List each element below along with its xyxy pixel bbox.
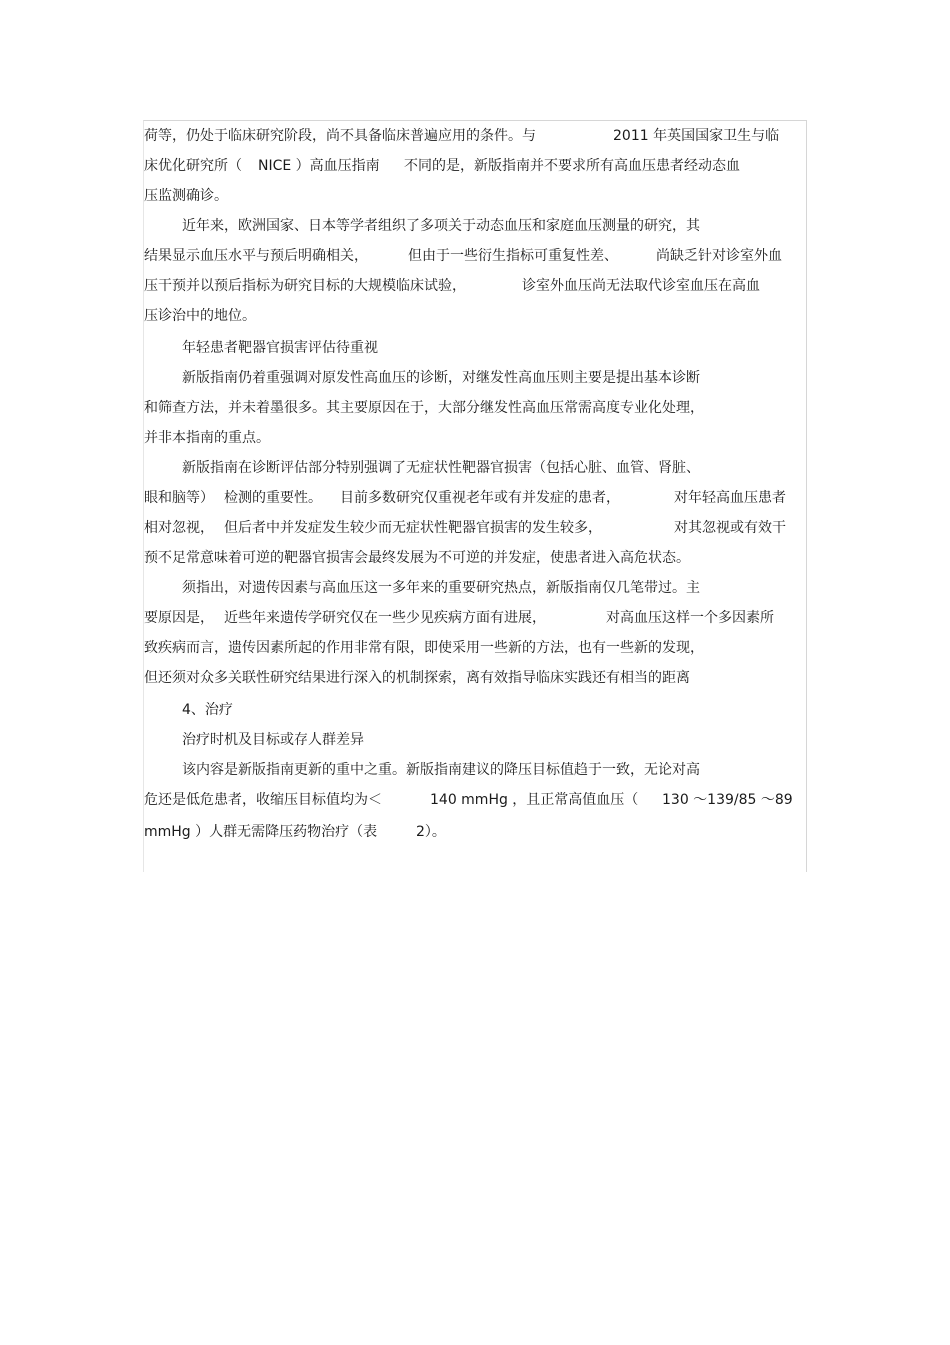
text-segment: mmHg ）人群无需降压药物治疗（表 (144, 824, 378, 840)
text-line (182, 459, 700, 477)
text-segment: 近年来，欧洲国家、日本等学者组织了多项关于动态血压和家庭血压测量的研究，其 (182, 218, 700, 234)
text-segment: 要原因是， (144, 610, 214, 626)
section-heading (182, 731, 364, 749)
text-segment: 危还是低危患者，收缩压目标值均为＜ (144, 792, 382, 808)
text-segment: 压诊治中的地位。 (144, 308, 256, 324)
text-segment: 和筛查方法，并未着墨很多。其主要原因在于，大部分继发性高血压常需高度专业化处理， (144, 400, 704, 416)
text-segment: 压监测确诊。 (144, 188, 228, 204)
text-segment: 近些年来遗传学研究仅在一些少见疾病方面有进展， (224, 610, 546, 626)
text-segment: 治疗时机及目标或存人群差异 (182, 732, 364, 748)
text-line (182, 369, 700, 387)
text-line (182, 761, 700, 779)
section-heading (182, 339, 378, 357)
text-segment: 对其忽视或有效干 (674, 520, 786, 536)
text-segment: 年轻患者靶器官损害评估待重视 (182, 340, 378, 356)
text-segment: 但后者中并发症发生较少而无症状性靶器官损害的发生较多， (224, 520, 602, 536)
text-segment: 致疾病而言，遗传因素所起的作用非常有限，即使采用一些新的方法，也有一些新的发现， (144, 640, 704, 656)
text-line (144, 247, 782, 265)
text-segment: 诊室外血压尚无法取代诊室血压在高血 (522, 278, 760, 294)
text-line (144, 307, 256, 325)
text-line (144, 669, 690, 687)
text-line (144, 791, 793, 809)
text-line (144, 399, 704, 417)
text-line (144, 489, 786, 507)
text-segment: 荷等，仍处于临床研究阶段，尚不具备临床普遍应用的条件。与 (144, 128, 536, 144)
text-segment: 新版指南在诊断评估部分特别强调了无症状性靶器官损害（包括心脏、血管、肾脏、 (182, 460, 700, 476)
text-segment: 130 ～139/85 ～89 (662, 792, 793, 808)
text-segment: 检测的重要性。 (224, 490, 322, 506)
text-line (144, 519, 786, 537)
text-line (144, 127, 780, 145)
text-segment: 4、治疗 (182, 702, 233, 718)
text-segment: 但由于一些衍生指标可重复性差、 (408, 248, 618, 264)
text-line (144, 609, 774, 627)
text-segment: 相对忽视， (144, 520, 214, 536)
section-heading (182, 701, 233, 719)
text-segment: 对高血压这样一个多因素所 (606, 610, 774, 626)
text-line (144, 277, 760, 295)
text-line (144, 823, 446, 841)
text-segment: NICE ）高血压指南 (258, 158, 380, 174)
text-segment: 该内容是新版指南更新的重中之重。新版指南建议的降压目标值趋于一致，无论对高 (182, 762, 700, 778)
text-segment: 压干预并以预后指标为研究目标的大规模临床试验， (144, 278, 466, 294)
text-line (144, 549, 690, 567)
text-line (144, 187, 228, 205)
text-segment: 140 mmHg ，且正常高值血压（ (430, 792, 639, 808)
text-segment: 但还须对众多关联性研究结果进行深入的机制探索，离有效指导临床实践还有相当的距离 (144, 670, 690, 686)
text-line (182, 579, 700, 597)
text-segment: 预不足常意味着可逆的靶器官损害会最终发展为不可逆的并发症，使患者进入高危状态。 (144, 550, 690, 566)
text-segment: 床优化研究所（ (144, 158, 242, 174)
text-segment: 尚缺乏针对诊室外血 (656, 248, 782, 264)
text-segment: 眼和脑等） (144, 490, 214, 506)
text-line (144, 429, 270, 447)
text-segment: 不同的是，新版指南并不要求所有高血压患者经动态血 (404, 158, 740, 174)
text-line (144, 157, 740, 175)
text-segment: 结果显示血压水平与预后明确相关， (144, 248, 368, 264)
text-line (182, 217, 700, 235)
text-segment: 新版指南仍着重强调对原发性高血压的诊断，对继发性高血压则主要是提出基本诊断 (182, 370, 700, 386)
text-line (144, 639, 704, 657)
text-segment: 2011 年英国国家卫生与临 (613, 128, 780, 144)
text-segment: 并非本指南的重点。 (144, 430, 270, 446)
text-segment: 2）。 (416, 824, 446, 840)
text-segment: 对年轻高血压患者 (674, 490, 786, 506)
text-segment: 须指出，对遗传因素与高血压这一多年来的重要研究热点，新版指南仅几笔带过。主 (182, 580, 700, 596)
text-segment: 目前多数研究仅重视老年或有并发症的患者， (340, 490, 620, 506)
